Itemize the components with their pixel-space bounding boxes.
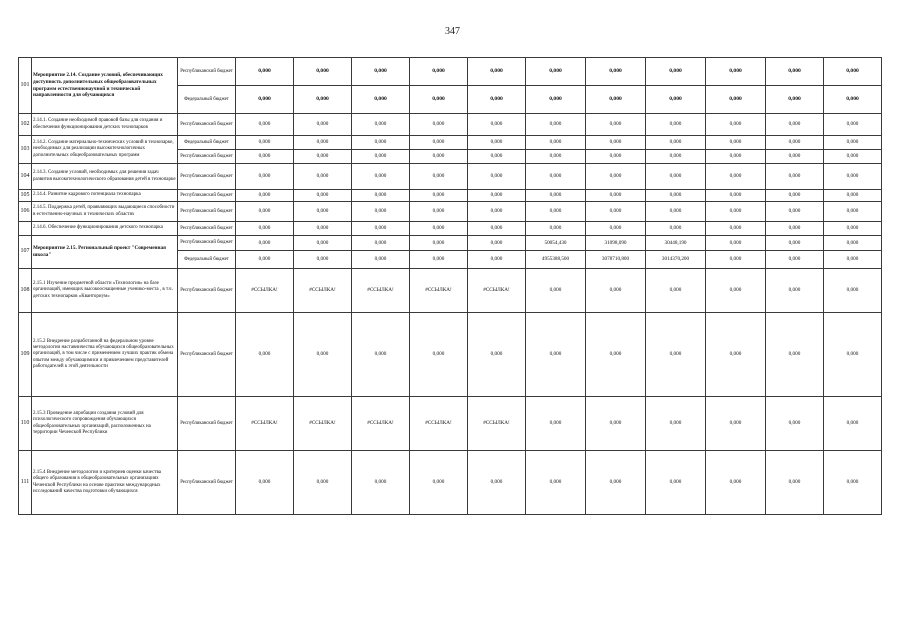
- row-description: 2.14.5. Поддержка детей, проявляющих выдающиеся способности в естественно-научных и технических областях: [32, 202, 178, 222]
- value-cell: 0,000: [586, 114, 646, 136]
- value-cell: 0,000: [766, 236, 824, 251]
- value-cell: 0,000: [294, 150, 352, 164]
- value-cell: #ССЫЛКА!: [236, 269, 294, 313]
- value-cell: 0,000: [766, 190, 824, 202]
- value-cell: 0,000: [586, 202, 646, 222]
- value-cell: 0,000: [294, 164, 352, 190]
- value-cell: 0,000: [706, 164, 766, 190]
- value-cell: 0,000: [766, 136, 824, 150]
- value-cell: 0,000: [646, 58, 706, 86]
- row-description: 2.14.6. Обеспечение функционирования детского технопарка: [32, 222, 178, 236]
- value-cell: 0,000: [526, 451, 586, 515]
- value-cell: 0,000: [410, 86, 468, 114]
- value-cell: 0,000: [410, 202, 468, 222]
- value-cell: 0,000: [294, 236, 352, 251]
- value-cell: 0,000: [766, 114, 824, 136]
- value-cell: 0,000: [352, 236, 410, 251]
- value-cell: 30448,190: [646, 236, 706, 251]
- value-cell: 0,000: [586, 136, 646, 150]
- value-cell: 0,000: [410, 164, 468, 190]
- value-cell: 3014370,200: [646, 251, 706, 269]
- table-row: [19, 190, 882, 202]
- value-cell: 0,000: [236, 150, 294, 164]
- value-cell: 0,000: [410, 114, 468, 136]
- value-cell: 0,000: [236, 222, 294, 236]
- value-cell: 0,000: [468, 190, 526, 202]
- table-row: [19, 58, 882, 86]
- value-cell: 0,000: [824, 397, 882, 451]
- value-cell: 0,000: [586, 190, 646, 202]
- value-cell: 0,000: [824, 58, 882, 86]
- value-cell: 0,000: [410, 190, 468, 202]
- value-cell: 0,000: [526, 136, 586, 150]
- funding-source: Федеральный бюджет: [178, 251, 236, 269]
- value-cell: 0,000: [766, 58, 824, 86]
- funding-source: Республиканский бюджет: [178, 164, 236, 190]
- row-description: Мероприятие 2.15. Региональный проект "Современная школа": [32, 236, 178, 269]
- value-cell: 0,000: [294, 202, 352, 222]
- funding-source: Республиканский бюджет: [178, 222, 236, 236]
- value-cell: 0,000: [526, 397, 586, 451]
- funding-source: Республиканский бюджет: [178, 150, 236, 164]
- table-row: [19, 164, 882, 190]
- value-cell: 0,000: [410, 451, 468, 515]
- row-description: 2.14.1. Создание необходимой правовой базы для создания и обеспечения функционирования детских технопарков: [32, 114, 178, 136]
- row-description: Мероприятие 2.14. Создание условий, обеспечивающих доступность дополнительных общеобразовательных программ естественнонаучной и технической направленности для обучающихся: [32, 58, 178, 114]
- value-cell: #ССЫЛКА!: [468, 397, 526, 451]
- value-cell: 0,000: [706, 251, 766, 269]
- value-cell: 0,000: [294, 114, 352, 136]
- value-cell: 0,000: [706, 222, 766, 236]
- value-cell: 0,000: [236, 86, 294, 114]
- value-cell: 0,000: [352, 251, 410, 269]
- value-cell: #ССЫЛКА!: [468, 269, 526, 313]
- row-number: 101: [19, 58, 32, 114]
- value-cell: 0,000: [352, 222, 410, 236]
- value-cell: 0,000: [526, 190, 586, 202]
- value-cell: 0,000: [236, 136, 294, 150]
- row-number: 103: [19, 136, 32, 164]
- funding-source: Республиканский бюджет: [178, 269, 236, 313]
- value-cell: 0,000: [824, 236, 882, 251]
- table-row: [19, 222, 882, 236]
- value-cell: 0,000: [646, 451, 706, 515]
- value-cell: 0,000: [586, 451, 646, 515]
- value-cell: 0,000: [526, 150, 586, 164]
- value-cell: 0,000: [706, 236, 766, 251]
- funding-source: Республиканский бюджет: [178, 313, 236, 397]
- budget-table: [18, 57, 882, 515]
- value-cell: 0,000: [352, 190, 410, 202]
- table-row: [19, 202, 882, 222]
- value-cell: 0,000: [706, 114, 766, 136]
- table-row: [19, 313, 882, 397]
- row-number: 110: [19, 397, 32, 451]
- row-description: 2.15.1 Изучение предметной области «Технология» на базе организаций, имеющих высокооснащенные ученико-места , в т.ч. детских технопарков «Кванториум»: [32, 269, 178, 313]
- value-cell: #ССЫЛКА!: [410, 269, 468, 313]
- row-number: 109: [19, 313, 32, 397]
- funding-source: Республиканский бюджет: [178, 397, 236, 451]
- value-cell: 0,000: [294, 136, 352, 150]
- value-cell: 0,000: [294, 86, 352, 114]
- value-cell: #ССЫЛКА!: [410, 397, 468, 451]
- value-cell: 0,000: [646, 150, 706, 164]
- value-cell: 0,000: [706, 451, 766, 515]
- row-number: [19, 222, 32, 236]
- row-number: 111: [19, 451, 32, 515]
- value-cell: 0,000: [410, 150, 468, 164]
- value-cell: 0,000: [468, 114, 526, 136]
- value-cell: 0,000: [468, 136, 526, 150]
- value-cell: 0,000: [646, 397, 706, 451]
- value-cell: 0,000: [646, 222, 706, 236]
- value-cell: #ССЫЛКА!: [294, 269, 352, 313]
- value-cell: 0,000: [236, 164, 294, 190]
- value-cell: 0,000: [468, 251, 526, 269]
- value-cell: 0,000: [294, 313, 352, 397]
- value-cell: 0,000: [586, 164, 646, 190]
- value-cell: #ССЫЛКА!: [352, 269, 410, 313]
- table-row: [19, 397, 882, 451]
- value-cell: 0,000: [586, 86, 646, 114]
- value-cell: 0,000: [586, 58, 646, 86]
- funding-source: Республиканский бюджет: [178, 202, 236, 222]
- value-cell: 0,000: [586, 313, 646, 397]
- value-cell: 0,000: [766, 150, 824, 164]
- row-number: 102: [19, 114, 32, 136]
- value-cell: 0,000: [526, 114, 586, 136]
- value-cell: 50054,430: [526, 236, 586, 251]
- value-cell: 0,000: [646, 202, 706, 222]
- value-cell: 0,000: [236, 58, 294, 86]
- value-cell: 0,000: [526, 58, 586, 86]
- value-cell: 0,000: [410, 251, 468, 269]
- value-cell: 0,000: [586, 150, 646, 164]
- value-cell: 0,000: [646, 313, 706, 397]
- value-cell: 0,000: [526, 269, 586, 313]
- value-cell: 0,000: [706, 136, 766, 150]
- value-cell: 0,000: [410, 136, 468, 150]
- table-row: [19, 236, 882, 251]
- value-cell: 0,000: [824, 202, 882, 222]
- row-description: 2.14.4. Развитие кадрового потенциала технопарка: [32, 190, 178, 202]
- value-cell: 0,000: [468, 202, 526, 222]
- value-cell: 0,000: [766, 313, 824, 397]
- value-cell: 0,000: [766, 202, 824, 222]
- value-cell: 4955388,500: [526, 251, 586, 269]
- value-cell: 0,000: [410, 58, 468, 86]
- value-cell: 0,000: [706, 313, 766, 397]
- value-cell: 0,000: [706, 150, 766, 164]
- row-number: 107: [19, 236, 32, 269]
- row-description: 2.14.3. Создание условий, необходимых для решения задач развития высокотехнологического образования детей в технопарке: [32, 164, 178, 190]
- value-cell: 0,000: [468, 313, 526, 397]
- funding-source: Республиканский бюджет: [178, 236, 236, 251]
- value-cell: 0,000: [236, 451, 294, 515]
- value-cell: 0,000: [824, 150, 882, 164]
- value-cell: 0,000: [646, 86, 706, 114]
- value-cell: 0,000: [352, 164, 410, 190]
- value-cell: 0,000: [586, 397, 646, 451]
- value-cell: 0,000: [824, 190, 882, 202]
- value-cell: 0,000: [294, 451, 352, 515]
- value-cell: 0,000: [766, 251, 824, 269]
- value-cell: 0,000: [236, 313, 294, 397]
- funding-source: Республиканский бюджет: [178, 190, 236, 202]
- value-cell: 0,000: [824, 313, 882, 397]
- value-cell: 0,000: [766, 451, 824, 515]
- row-description: 2.15.3 Проведение апробации создания условий для психологического сопровождения обучающихся общеобразовательных организаций, расположенных на территории Чеченской Республики: [32, 397, 178, 451]
- funding-source: Федеральный бюджет: [178, 86, 236, 114]
- row-description: 2.15.2 Внедрение разработанной на федеральном уровне методологии наставничества обучающихся общеобразовательных организаций, в том числе с применением лучших практик обмена опытом между обучающимися и привлечением представителей работодателей к этой деятельности: [32, 313, 178, 397]
- value-cell: 0,000: [706, 86, 766, 114]
- value-cell: 0,000: [352, 313, 410, 397]
- value-cell: 0,000: [824, 136, 882, 150]
- value-cell: 0,000: [526, 164, 586, 190]
- funding-source: Республиканский бюджет: [178, 451, 236, 515]
- table-row: [19, 269, 882, 313]
- table-row: [19, 451, 882, 515]
- table-row: [19, 136, 882, 150]
- value-cell: 0,000: [706, 190, 766, 202]
- value-cell: 0,000: [526, 86, 586, 114]
- value-cell: 0,000: [236, 251, 294, 269]
- value-cell: 0,000: [352, 86, 410, 114]
- value-cell: 0,000: [706, 202, 766, 222]
- value-cell: 0,000: [468, 222, 526, 236]
- value-cell: 31098,090: [586, 236, 646, 251]
- value-cell: 0,000: [352, 136, 410, 150]
- value-cell: 0,000: [766, 164, 824, 190]
- value-cell: 0,000: [468, 58, 526, 86]
- value-cell: 0,000: [766, 222, 824, 236]
- value-cell: 0,000: [410, 236, 468, 251]
- value-cell: 0,000: [236, 202, 294, 222]
- row-number: 108: [19, 269, 32, 313]
- row-number: 105: [19, 190, 32, 202]
- row-description: 2.15.4 Внедрение методологии и критериев оценки качества общего образования в общеобразовательных организациях Чеченской Республики на основе практики международных исследований качества подготовки обучающихся: [32, 451, 178, 515]
- value-cell: 0,000: [706, 269, 766, 313]
- value-cell: #ССЫЛКА!: [352, 397, 410, 451]
- funding-source: Федеральный бюджет: [178, 136, 236, 150]
- table-row: [19, 114, 882, 136]
- value-cell: 0,000: [526, 222, 586, 236]
- value-cell: 0,000: [824, 251, 882, 269]
- value-cell: 0,000: [236, 190, 294, 202]
- value-cell: 0,000: [352, 114, 410, 136]
- page-number: 347: [445, 26, 460, 37]
- value-cell: 0,000: [236, 236, 294, 251]
- value-cell: 3078710,800: [586, 251, 646, 269]
- value-cell: 0,000: [468, 236, 526, 251]
- value-cell: 0,000: [526, 202, 586, 222]
- value-cell: 0,000: [824, 451, 882, 515]
- value-cell: 0,000: [824, 222, 882, 236]
- value-cell: 0,000: [646, 164, 706, 190]
- value-cell: 0,000: [468, 86, 526, 114]
- value-cell: 0,000: [468, 451, 526, 515]
- value-cell: 0,000: [352, 202, 410, 222]
- value-cell: 0,000: [646, 190, 706, 202]
- value-cell: #ССЫЛКА!: [294, 397, 352, 451]
- value-cell: 0,000: [294, 222, 352, 236]
- value-cell: 0,000: [586, 222, 646, 236]
- value-cell: 0,000: [706, 397, 766, 451]
- value-cell: 0,000: [468, 150, 526, 164]
- value-cell: 0,000: [706, 58, 766, 86]
- value-cell: 0,000: [352, 150, 410, 164]
- value-cell: 0,000: [586, 269, 646, 313]
- value-cell: 0,000: [766, 86, 824, 114]
- value-cell: 0,000: [410, 313, 468, 397]
- value-cell: 0,000: [468, 164, 526, 190]
- funding-source: Республиканский бюджет: [178, 58, 236, 86]
- value-cell: 0,000: [526, 313, 586, 397]
- value-cell: 0,000: [646, 114, 706, 136]
- value-cell: 0,000: [294, 190, 352, 202]
- value-cell: 0,000: [294, 58, 352, 86]
- funding-source: Республиканский бюджет: [178, 114, 236, 136]
- value-cell: 0,000: [294, 251, 352, 269]
- row-number: 106: [19, 202, 32, 222]
- value-cell: 0,000: [766, 397, 824, 451]
- value-cell: 0,000: [352, 451, 410, 515]
- row-description: 2.14.2. Создание материально-технических условий в технопарке, необходимых для реализации высокотехнологичных дополнительных общеобразовательных программ: [32, 136, 178, 164]
- row-number: 104: [19, 164, 32, 190]
- value-cell: 0,000: [236, 114, 294, 136]
- value-cell: 0,000: [646, 136, 706, 150]
- value-cell: 0,000: [824, 114, 882, 136]
- value-cell: 0,000: [824, 269, 882, 313]
- value-cell: 0,000: [410, 222, 468, 236]
- value-cell: 0,000: [824, 86, 882, 114]
- value-cell: 0,000: [766, 269, 824, 313]
- value-cell: 0,000: [646, 269, 706, 313]
- value-cell: 0,000: [352, 58, 410, 86]
- value-cell: #ССЫЛКА!: [236, 397, 294, 451]
- value-cell: 0,000: [824, 164, 882, 190]
